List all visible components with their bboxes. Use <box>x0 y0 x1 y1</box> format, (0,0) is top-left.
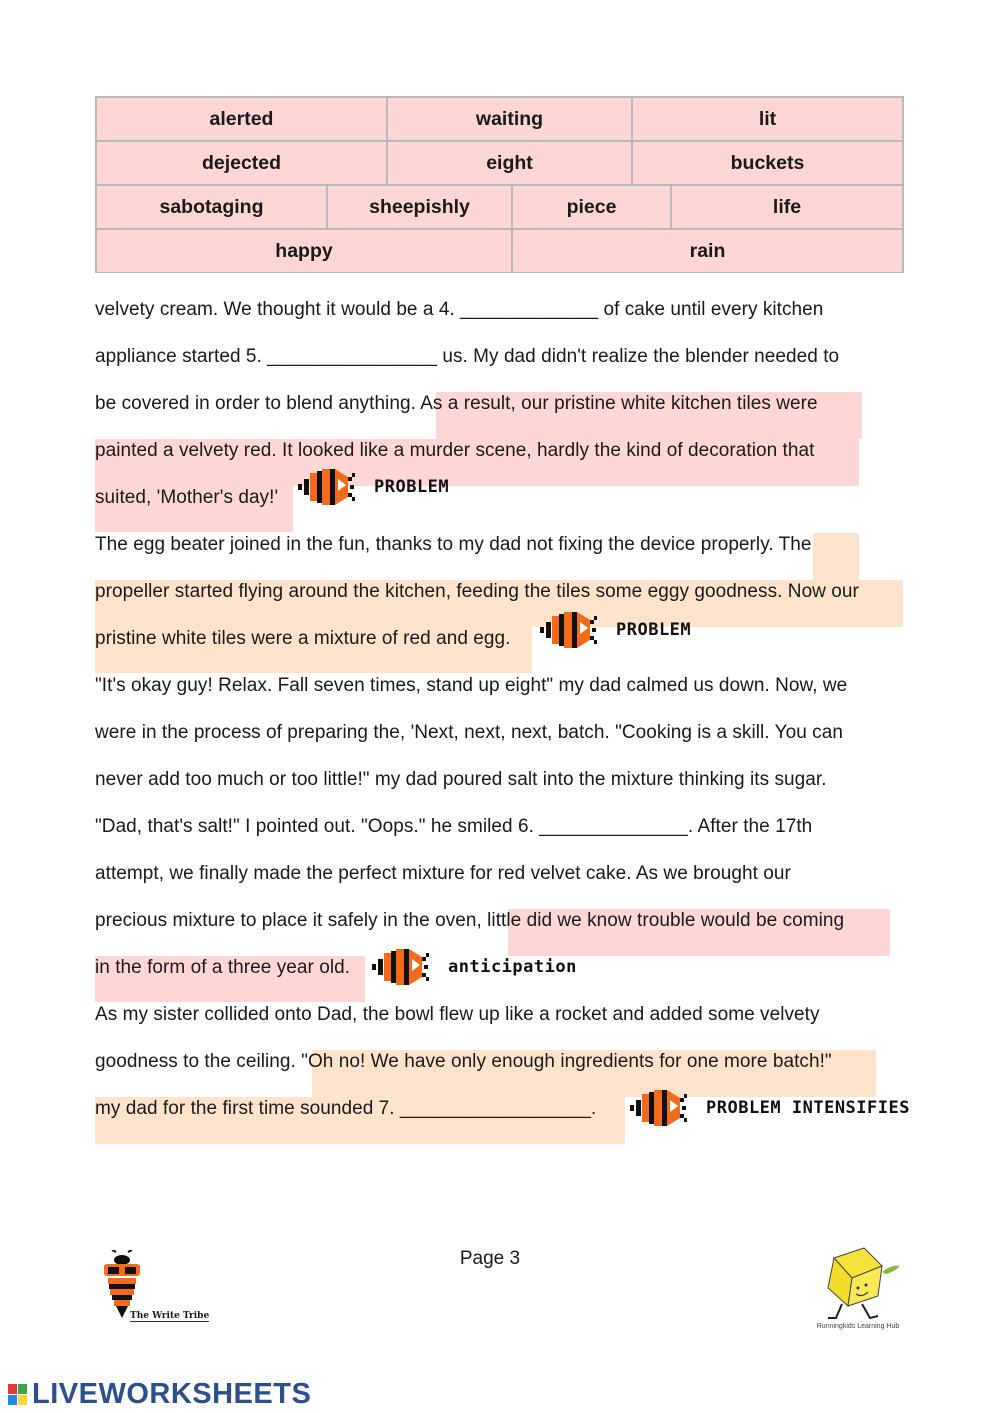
tag-label: anticipation <box>448 957 577 977</box>
bee-icon <box>540 608 610 652</box>
story-line <box>95 1050 832 1074</box>
story-line: As my sister collided onto Dad, the bowl flew up like a rocket and added some velvety <box>95 1004 820 1025</box>
story-line: suited, 'Mother's day!' <box>95 487 279 508</box>
bee-tag <box>298 465 449 509</box>
story-line: were in the process of preparing the, 'Next, next, next, batch. "Cooking is a skill. You can <box>95 722 843 743</box>
word-bank-row <box>97 186 902 228</box>
story-text: little did we know trouble would be coming <box>487 910 845 931</box>
word-bank-cell: dejected <box>97 142 386 184</box>
word-bank-cell: waiting <box>388 98 631 140</box>
runningkids-book-logo <box>812 1244 904 1324</box>
story-line <box>95 392 818 416</box>
word-bank-row <box>97 142 902 184</box>
word-bank-cell: eight <box>388 142 631 184</box>
word-bank-cell: life <box>672 186 902 228</box>
story-line: in the form of a three year old. <box>95 957 351 978</box>
word-bank-cell: piece <box>513 186 670 228</box>
liveworksheets-logo-icon <box>8 1382 28 1408</box>
runningkids-text: Runningkids Learning Hub <box>816 1323 900 1330</box>
tag-label: PROBLEM INTENSIFIES <box>706 1098 910 1118</box>
bee-tag <box>540 608 691 652</box>
page-number: Page 3 <box>459 1248 521 1269</box>
word-bank-cell: happy <box>97 230 511 272</box>
story-line: attempt, we finally made the perfect mixture for red velvet cake. As we brought our <box>95 863 791 884</box>
story-text: As a result, our pristine white kitchen tiles were <box>420 393 818 414</box>
word-bank-row <box>97 98 902 140</box>
word-bank-cell: buckets <box>633 142 902 184</box>
story-line: propeller started flying around the kitchen, feeding the tiles some eggy goodness. Now our <box>95 581 859 602</box>
liveworksheets-wordmark: LIVEWORKSHEETS <box>32 1378 312 1410</box>
write-tribe-text: The Write Tribe <box>130 1311 210 1321</box>
word-bank-cell: sheepishly <box>328 186 511 228</box>
story-line: "Dad, that's salt!" I pointed out. "Oops." he smiled 6. ______________. After the 17th <box>95 816 813 837</box>
story-text: be covered in order to blend anything. <box>95 393 421 414</box>
tag-label: PROBLEM <box>374 477 450 497</box>
story-text: "Oh no! We have only enough ingredients for one more batch!" <box>301 1051 832 1072</box>
word-bank-cell: sabotaging <box>97 186 326 228</box>
word-bank-cell: rain <box>513 230 902 272</box>
word-bank-row <box>97 230 902 272</box>
bee-icon <box>298 465 368 509</box>
story-text: The egg beater joined in the fun, thanks to my dad not fixing the device properly. <box>95 534 779 555</box>
word-bank-table <box>95 96 904 273</box>
story-line: appliance started 5. ________________ us. My dad didn't realize the blender needed to <box>95 346 840 367</box>
story-text: precious mixture to place it safely in the oven, <box>95 910 488 931</box>
story-line: painted a velvety red. It looked like a murder scene, hardly the kind of decoration that <box>95 440 815 461</box>
word-bank-cell: lit <box>633 98 902 140</box>
story-line <box>95 909 844 933</box>
highlight-problem <box>813 533 859 580</box>
story-text: goodness to the ceiling. <box>95 1051 302 1072</box>
story-line: pristine white tiles were a mixture of red and egg. <box>95 628 511 649</box>
bee-icon <box>372 945 442 989</box>
story-line <box>95 533 812 557</box>
word-bank-cell: alerted <box>97 98 386 140</box>
liveworksheets-brand <box>8 1378 311 1411</box>
story-line: "It's okay guy! Relax. Fall seven times, stand up eight" my dad calmed us down. Now, we <box>95 675 848 696</box>
bee-tag <box>630 1086 910 1130</box>
story-line: velvety cream. We thought it would be a 4. _____________ of cake until every kitchen <box>95 299 824 320</box>
bee-icon <box>630 1086 700 1130</box>
bee-tag <box>372 945 577 989</box>
story-text: The <box>778 534 812 555</box>
story-line: my dad for the first time sounded 7. __________________. <box>95 1098 597 1119</box>
story-line: never add too much or too little!" my dad poured salt into the mixture thinking its sugar. <box>95 769 827 790</box>
tag-label: PROBLEM <box>616 620 692 640</box>
